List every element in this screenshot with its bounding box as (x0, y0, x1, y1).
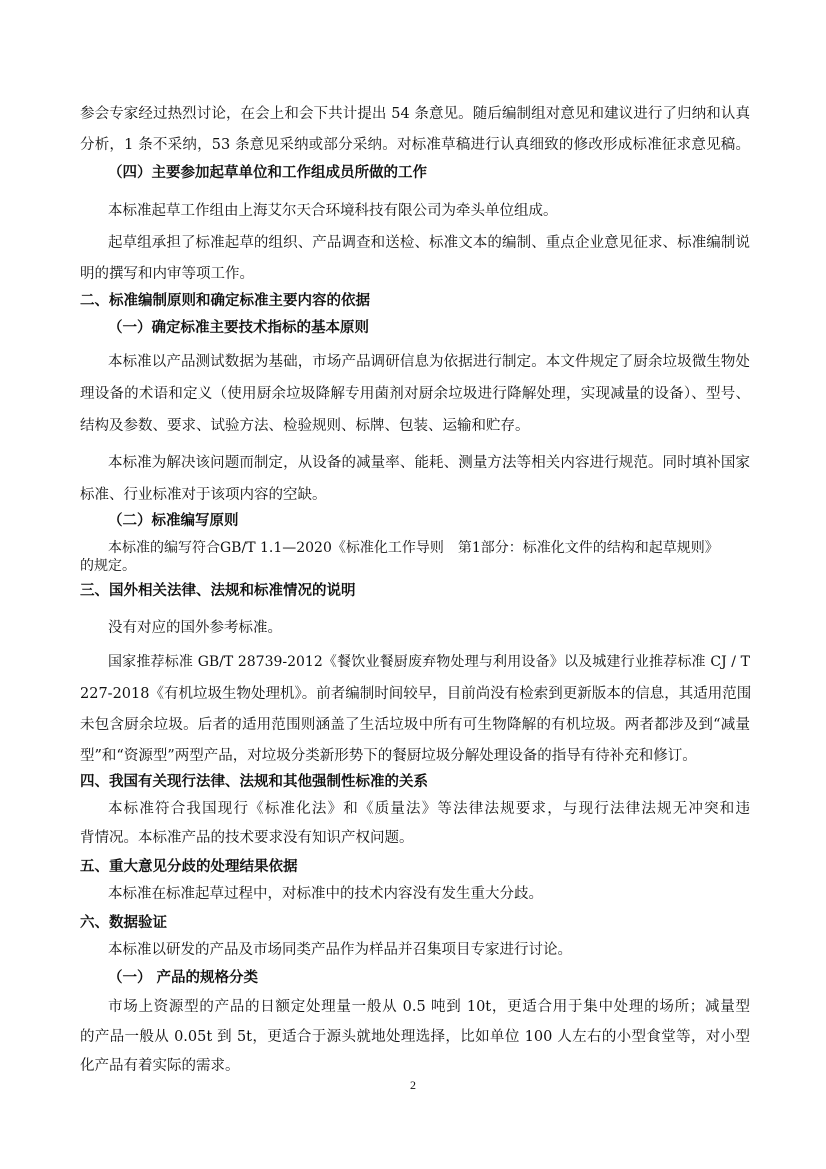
body-text-line: 参会专家经过热烈讨论，在会上和会下共计提出 54 条意见。随后编制组对意见和建议进行了归纳和认真 (80, 106, 750, 122)
body-text-line: 本标准以产品测试数据为基础，市场产品调研信息为依据进行制定。本文件规定了厨余垃圾微生物处 (108, 354, 750, 370)
section-heading: 三、国外相关法律、法规和标准情况的说明 (80, 582, 356, 599)
body-text-line: 的规定。 (80, 558, 136, 574)
body-text-line: 国家推荐标准 GB/T 28739-2012《餐饮业餐厨废弃物处理与利用设备》以及城建行业推荐标准 CJ / T (108, 654, 750, 670)
body-text-line: 没有对应的国外参考标准。 (108, 620, 282, 636)
body-text-line: 未包含厨余垃圾。后者的适用范围则涵盖了生活垃圾中所有可生物降解的有机垃圾。两者都涉及到“减量 (80, 717, 750, 733)
section-heading: 六、数据验证 (80, 914, 167, 931)
subsection-heading: （四）主要参加起草单位和工作组成员所做的工作 (108, 164, 427, 181)
body-text-line: 本标准符合我国现行《标准化法》和《质量法》等法律法规要求，与现行法律法规无冲突和违 (108, 801, 750, 817)
subsection-heading: （一）确定标准主要技术指标的基本原则 (108, 319, 369, 336)
body-text-line: 市场上资源型的产品的日额定处理量一般从 0.5 吨到 10t，更适合用于集中处理的场所；减量型 (108, 999, 750, 1015)
subsection-heading: （一） 产品的规格分类 (108, 969, 259, 986)
section-heading: 五、重大意见分歧的处理结果依据 (80, 858, 298, 875)
body-text-line: 本标准以研发的产品及市场同类产品作为样品并召集项目专家进行讨论。 (108, 942, 572, 958)
body-text-line: 分析，1 条不采纳，53 条意见采纳或部分采纳。对标准草稿进行认真细致的修改形成标准征求意见稿。 (80, 137, 750, 153)
section-heading: 二、标准编制原则和确定标准主要内容的依据 (80, 292, 370, 309)
body-text-line: 本标准起草工作组由上海艾尔天合环境科技有限公司为牵头单位组成。 (108, 203, 558, 219)
body-text-line: 化产品有着实际的需求。 (80, 1058, 240, 1074)
body-text-line: 结构及参数、要求、试验方法、检验规则、标牌、包装、运输和贮存。 (80, 418, 530, 434)
body-text-line: 的产品一般从 0.05t 到 5t，更适合于源头就地处理选择，比如单位 100 人左右的小型食堂等，对小型 (80, 1029, 750, 1045)
body-text-line: 本标准为解决该问题而制定，从设备的减量率、能耗、测量方法等相关内容进行规范。同时填补国家 (108, 455, 750, 471)
section-heading: 四、我国有关现行法律、法规和其他强制性标准的关系 (80, 773, 428, 790)
body-text-line: 起草组承担了标准起草的组织、产品调查和送检、标准文本的编制、重点企业意见征求、标准编制说 (108, 235, 750, 251)
body-text-line: 标准、行业标准对于该项内容的空缺。 (80, 487, 327, 503)
body-text-line: 227-2018《有机垃圾生物处理机》。前者编制时间较早，目前尚没有检索到更新版本的信息，其适用范围 (80, 686, 752, 702)
page-number: 2 (410, 1078, 416, 1092)
body-text-line: 型”和“资源型”两型产品，对垃圾分类新形势下的餐厨垃圾分解处理设备的指导有待补充和修订。 (80, 748, 697, 764)
body-text-line: 本标准在标准起草过程中，对标准中的技术内容没有发生重大分歧。 (108, 886, 543, 902)
body-text-line: 理设备的术语和定义（使用厨余垃圾降解专用菌剂对厨余垃圾进行降解处理，实现减量的设备）、型号、 (80, 386, 750, 402)
body-text-line: 本标准的编写符合GB/T 1.1—2020《标准化工作导则 第1部分：标准化文件的结构和起草规则》 (108, 540, 719, 556)
subsection-heading: （二）标准编写原则 (108, 512, 239, 529)
body-text-line: 背情况。本标准产品的技术要求没有知识产权问题。 (80, 830, 414, 846)
body-text-line: 明的撰写和内审等项工作。 (80, 266, 254, 282)
